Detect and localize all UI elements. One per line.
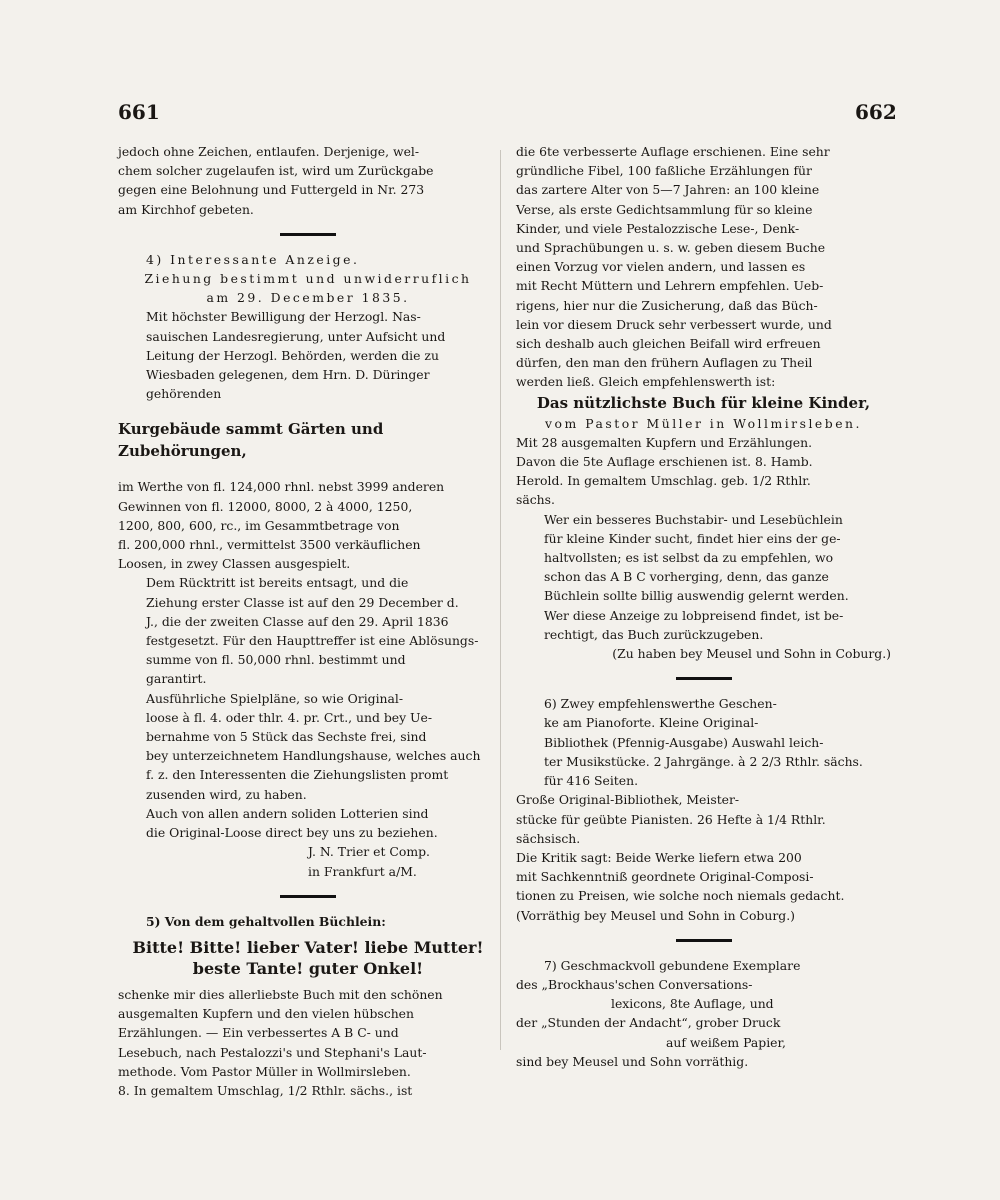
section-6-paragraph-3 xyxy=(516,848,891,925)
page-number-right: 662 xyxy=(855,100,897,124)
text-line: Davon die 5te Auflage erschienen ist. 8. Hamb. xyxy=(516,454,813,470)
text-line: werden ließ. Gleich empfehlenswerth ist: xyxy=(516,374,776,390)
text-line: zusenden wird, zu haben. xyxy=(146,786,307,802)
section-4-paragraph-2 xyxy=(118,477,498,573)
text-line: mit Recht Müttern und Lehrern empfehlen. Ueb- xyxy=(516,278,824,294)
text-line: in Frankfurt a/M. xyxy=(308,863,417,879)
text-line: sind bey Meusel und Sohn vorräthig. xyxy=(516,1053,749,1069)
gutter-divider xyxy=(500,150,501,1050)
book-availability: (Zu haben bey Meusel und Sohn in Coburg.) xyxy=(612,646,891,662)
left-column xyxy=(118,142,498,1100)
text-line: beste Tante! guter Onkel! xyxy=(192,958,424,978)
right-column xyxy=(516,142,891,1071)
text-line: rigens, hier nur die Zusicherung, daß das Büch- xyxy=(516,297,818,313)
intro-paragraph xyxy=(118,142,498,219)
text-line: Mit höchster Bewilligung der Herzogl. Nas- xyxy=(146,309,421,325)
section-rule xyxy=(280,233,336,236)
text-line: für kleine Kinder sucht, findet hier eins der ge- xyxy=(544,530,841,546)
text-line: Gewinnen von fl. 12000, 8000, 2 à 4000, 1250, xyxy=(118,498,413,514)
text-line: Wer ein besseres Buchstabir- und Lesebüchlein xyxy=(544,511,843,527)
section-4-signature xyxy=(118,842,498,880)
text-line: Dem Rücktritt ist bereits entsagt, und die xyxy=(146,575,409,591)
text-line: die 6te verbesserte Auflage erschienen. Eine sehr xyxy=(516,144,830,159)
section-rule xyxy=(676,939,732,942)
text-line: der „Stunden der Andacht“, grober Druck xyxy=(516,1015,781,1031)
text-line: mit Sachkenntniß geordnete Original-Composi- xyxy=(516,869,814,885)
section-rule xyxy=(280,895,336,898)
text-line: f. z. den Interessenten die Ziehungslisten promt xyxy=(146,767,449,783)
text-line: gegen eine Belohnung und Futtergeld in Nr. 273 xyxy=(118,182,425,198)
section-rule xyxy=(676,677,732,680)
text-line: jedoch ohne Zeichen, entlaufen. Derjenige, wel- xyxy=(118,144,420,159)
text-line: J., die der zweiten Classe auf den 29. April 1836 xyxy=(146,613,449,629)
text-line: lexicons, 8te Auflage, und xyxy=(611,996,774,1012)
text-line: am 29. December 1835. xyxy=(206,290,410,306)
text-line: Bibliothek (Pfennig-Ausgabe) Auswahl leich- xyxy=(544,734,824,750)
text-line: bey unterzeichnetem Handlungshause, welches auch xyxy=(146,748,481,764)
text-line: fl. 200,000 rhnl., vermittelst 3500 verkäuflichen xyxy=(118,537,421,553)
text-line: chem solcher zugelaufen ist, wird um Zurückgabe xyxy=(118,163,434,179)
text-line: schon das A B C vorherging, denn, das ganze xyxy=(544,569,829,585)
page-number-left: 661 xyxy=(118,100,160,124)
text-line: Leitung der Herzogl. Behörden, werden die zu xyxy=(146,347,439,363)
book-details xyxy=(516,433,891,510)
text-line: einen Vorzug vor vielen andern, und lassen es xyxy=(516,259,806,275)
section-4-paragraph-4 xyxy=(118,689,498,804)
text-line: Die Kritik sagt: Beide Werke liefern etwa 200 xyxy=(516,849,802,865)
text-line: bernahme von 5 Stück das Sechste frei, sind xyxy=(146,729,427,745)
text-line: 8. In gemaltem Umschlag, 1/2 Rthlr. sächs., ist xyxy=(118,1082,413,1098)
text-line: ausgemalten Kupfern und den vielen hübschen xyxy=(118,1006,414,1022)
text-line: für 416 Seiten. xyxy=(544,773,639,789)
book-title: Das nützlichste Buch für kleine Kinder, xyxy=(536,393,871,412)
text-line: im Werthe von fl. 124,000 rhnl. nebst 3999 anderen xyxy=(118,479,445,495)
text-line: das zartere Alter von 5—7 Jahren: an 100 kleine xyxy=(516,182,820,198)
text-line: schenke mir dies allerliebste Buch mit den schönen xyxy=(118,986,443,1002)
text-line: Mit 28 ausgemalten Kupfern und Erzählungen. xyxy=(516,434,813,450)
text-line: loose à fl. 4. oder thlr. 4. pr. Crt., und bey Ue- xyxy=(146,709,433,725)
text-line: ke am Pianoforte. Kleine Original- xyxy=(544,715,759,731)
text-line: Erzählungen. — Ein verbessertes A B C- und xyxy=(118,1025,399,1041)
text-line: Büchlein sollte billig auswendig gelernt werden. xyxy=(544,588,849,604)
text-line: gehörenden xyxy=(146,386,222,402)
text-line: lein vor diesem Druck sehr verbessert wurde, und xyxy=(516,316,832,332)
text-line: sich deshalb auch gleichen Beifall wird erfreuen xyxy=(516,336,821,352)
text-line: Lesebuch, nach Pestalozzi's und Stephani's Laut- xyxy=(118,1044,427,1060)
section-4-heading: 4) Interessante Anzeige. xyxy=(146,251,360,267)
continued-paragraph xyxy=(516,142,891,392)
text-line: sächsisch. xyxy=(516,830,581,846)
section-4-subheading xyxy=(118,269,498,307)
text-line: auf weißem Papier, xyxy=(666,1034,786,1050)
text-line: ter Musikstücke. 2 Jahrgänge. à 2 2/3 Rthlr. sächs. xyxy=(544,753,863,769)
section-4-feature-line: Kurgebäude sammt Gärten und Zubehörungen, xyxy=(118,420,384,461)
text-line: haltvollsten; es ist selbst da zu empfehlen, wo xyxy=(544,550,834,566)
text-line: und Sprachübungen u. s. w. geben diesem Buche xyxy=(516,240,826,256)
text-line: Wer diese Anzeige zu lobpreisend findet, ist be- xyxy=(544,607,844,623)
text-line: 6) Zwey empfehlenswerthe Geschen- xyxy=(544,696,777,712)
text-line: am Kirchhof gebeten. xyxy=(118,201,254,217)
text-line: rechtigt, das Buch zurückzugeben. xyxy=(544,626,764,642)
text-line: Wiesbaden gelegenen, dem Hrn. D. Düringer xyxy=(146,367,430,383)
text-line: 7) Geschmackvoll gebundene Exemplare xyxy=(544,957,801,973)
book-description xyxy=(516,510,891,644)
book-author: vom Pastor Müller in Wollmirsleben. xyxy=(545,415,862,431)
text-line: des „Brockhaus'schen Conversations- xyxy=(516,976,753,992)
text-line: J. N. Trier et Comp. xyxy=(308,844,430,860)
text-line: die Original-Loose direct bey uns zu beziehen. xyxy=(146,825,438,841)
section-7-block xyxy=(516,956,891,1071)
section-5-paragraph xyxy=(118,985,498,1100)
text-line: Auch von allen andern soliden Lotterien sind xyxy=(146,805,429,821)
text-line: methode. Vom Pastor Müller in Wollmirsleben. xyxy=(118,1063,411,1079)
text-line: summe von fl. 50,000 rhnl. bestimmt und xyxy=(146,652,406,668)
text-line: Große Original-Bibliothek, Meister- xyxy=(516,792,740,808)
text-line: garantirt. xyxy=(146,671,207,687)
text-line: Ausführliche Spielpläne, so wie Original- xyxy=(146,690,404,706)
text-line: dürfen, den man den frühern Auflagen zu Theil xyxy=(516,355,813,371)
text-line: (Vorräthig bey Meusel und Sohn in Coburg.) xyxy=(516,907,795,923)
text-line: 1200, 800, 600, rc., im Gesammtbetrage von xyxy=(118,517,400,533)
text-line: Loosen, in zwey Classen ausgespielt. xyxy=(118,556,351,572)
text-line: stücke für geübte Pianisten. 26 Hefte à 1/4 Rthlr. xyxy=(516,811,826,827)
text-line: sauischen Landesregierung, unter Aufsicht und xyxy=(146,328,446,344)
section-4-paragraph-1 xyxy=(118,307,498,403)
text-line: Ziehung bestimmt und unwiderruflich xyxy=(144,271,472,287)
section-4-paragraph-3 xyxy=(118,573,498,688)
section-4-paragraph-5 xyxy=(118,804,498,842)
text-line: tionen zu Preisen, wie solche noch niemals gedacht. xyxy=(516,888,845,904)
text-line: sächs. xyxy=(516,492,555,508)
text-line: festgesetzt. Für den Haupttreffer ist eine Ablösungs- xyxy=(146,633,479,649)
text-line: gründliche Fibel, 100 faßliche Erzählungen für xyxy=(516,163,812,179)
text-line: Herold. In gemaltem Umschlag. geb. 1/2 Rthlr. xyxy=(516,473,811,489)
section-6-paragraph-2 xyxy=(516,790,891,848)
text-line: Ziehung erster Classe ist auf den 29 December d. xyxy=(146,594,459,610)
text-line: Bitte! Bitte! lieber Vater! liebe Mutter! xyxy=(132,937,484,957)
text-line: Kinder, und viele Pestalozzische Lese-, Denk- xyxy=(516,220,800,236)
section-6-paragraph xyxy=(516,694,891,790)
section-5-heading: 5) Von dem gehaltvollen Büchlein: xyxy=(146,913,386,929)
text-line: Verse, als erste Gedichtsammlung für so kleine xyxy=(516,201,813,217)
section-5-feature-lines xyxy=(118,937,498,979)
